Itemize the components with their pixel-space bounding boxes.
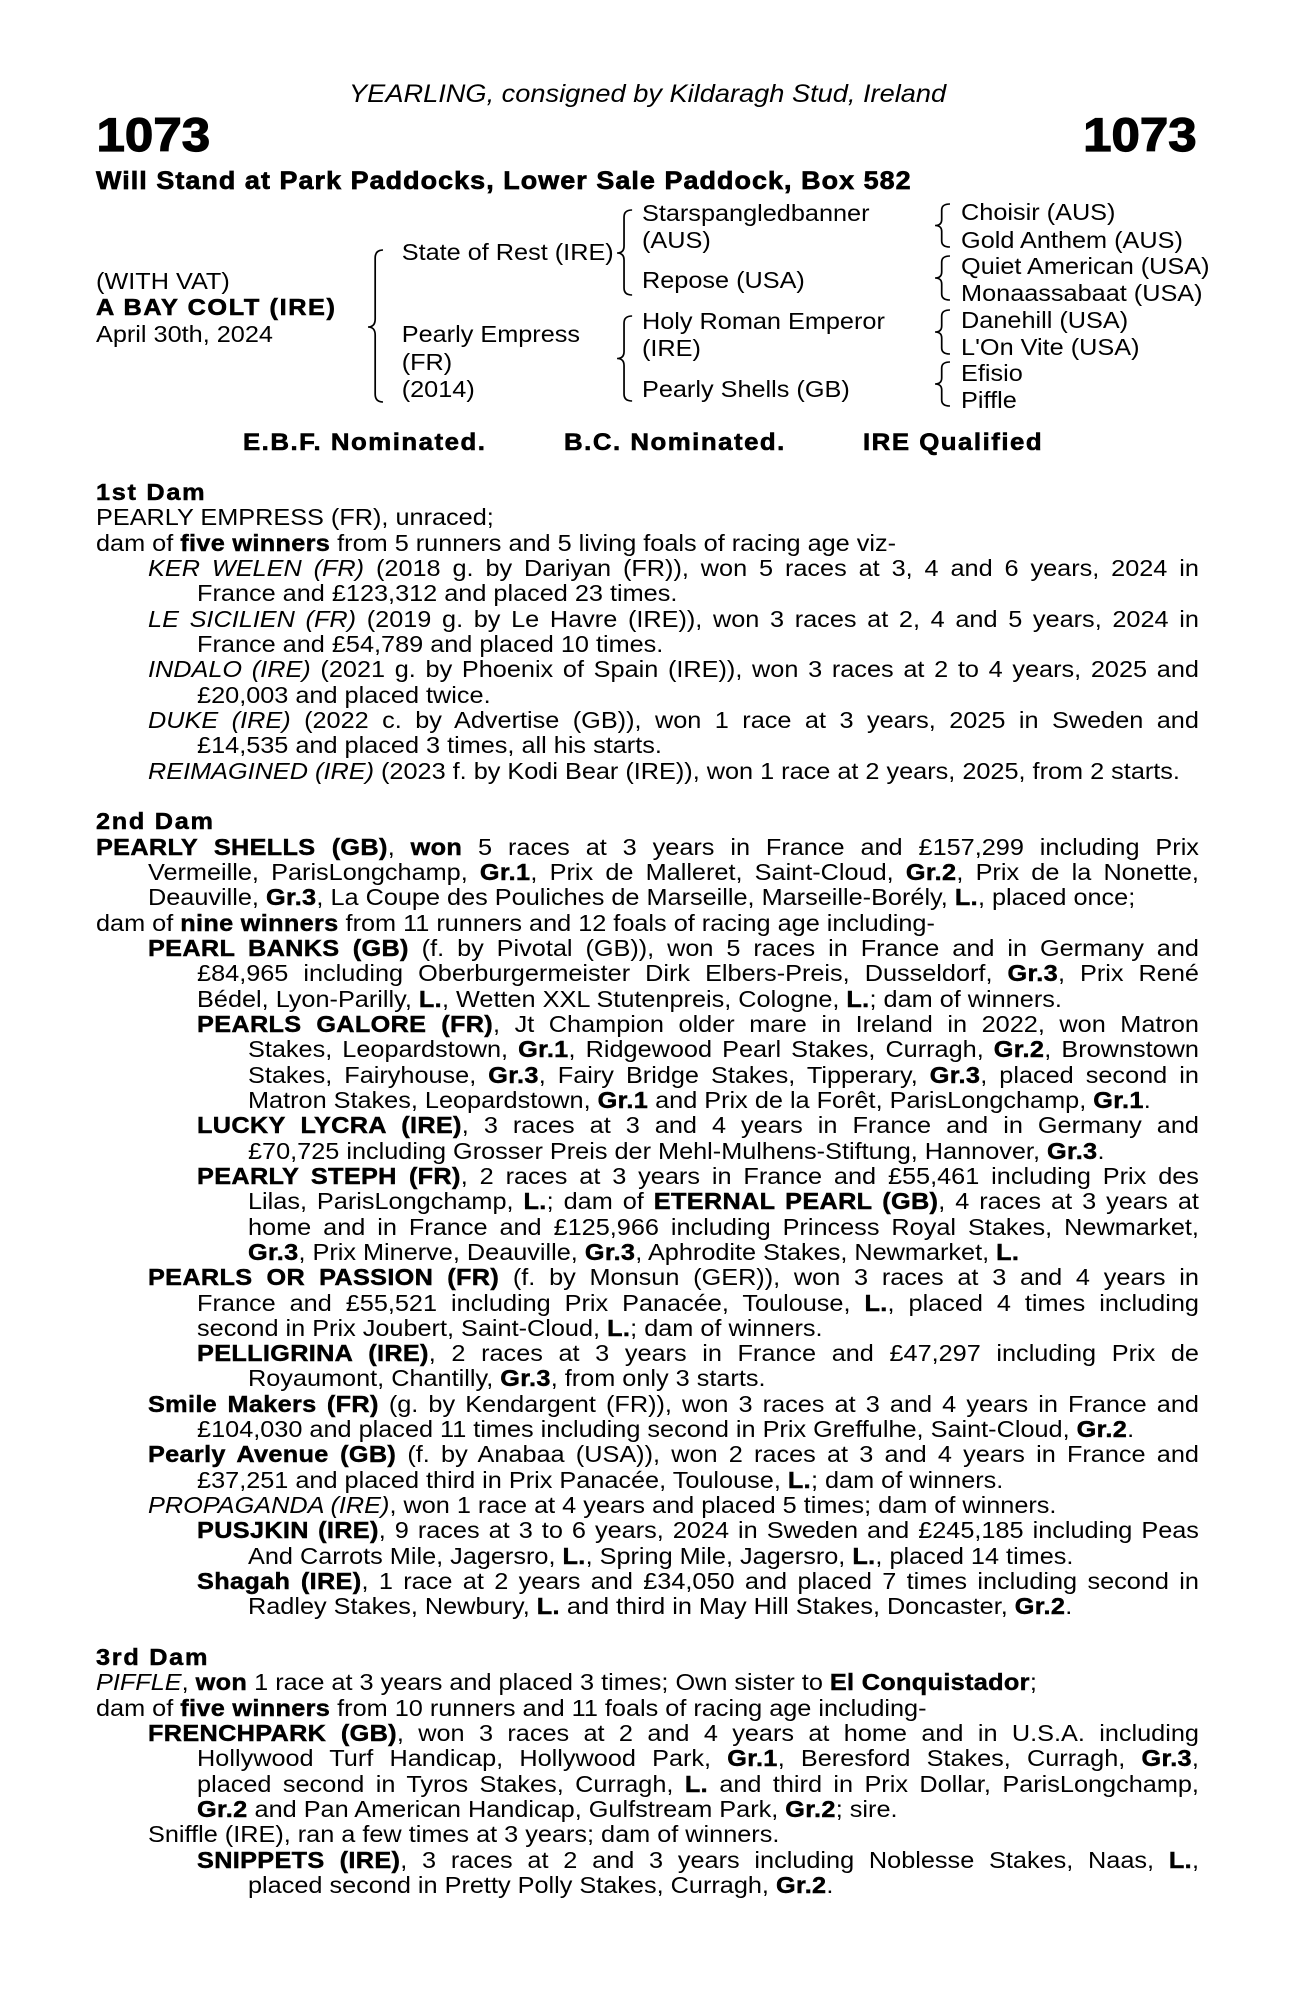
bold-text: L.	[1168, 1846, 1192, 1873]
text: , Ridgewood Pearl Stakes, Curragh,	[568, 1036, 994, 1063]
text: £37,251 and placed third in Prix Panacée, Toulouse,	[197, 1466, 788, 1493]
text: .	[826, 1872, 834, 1899]
text: home and in France and £125,966 including Princess Royal Stakes, Newmarket,	[247, 1213, 1199, 1240]
produce-entry	[0, 1696, 1315, 1721]
entry-line	[148, 708, 1199, 733]
entry-line	[197, 683, 1199, 708]
text: ,	[387, 833, 411, 860]
entry-line	[248, 1366, 1199, 1391]
text: Radley Stakes, Newbury,	[247, 1593, 537, 1620]
text: Lilas, ParisLongchamp,	[247, 1188, 524, 1215]
bold-text: won	[195, 1669, 248, 1696]
bold-text: PELLIGRINA (IRE)	[197, 1340, 429, 1367]
pedigree-sire-of-sire: Starspangledbanner	[641, 199, 870, 226]
text: ;	[1029, 1669, 1037, 1696]
entry-line	[96, 1670, 1199, 1695]
text: , 9 races at 3 to 6 years, 2024 in Sweden and £245,185 including Peas	[378, 1517, 1199, 1544]
entry-line	[148, 1493, 1199, 1518]
text: and Prix de la Forêt, ParisLongchamp,	[648, 1086, 1094, 1113]
text: £20,003 and placed twice.	[197, 681, 491, 708]
entry-line	[148, 1392, 1199, 1417]
text: , placed 14 times.	[875, 1542, 1074, 1569]
entry-line	[248, 1189, 1199, 1214]
entry-line	[96, 911, 1199, 936]
pedigree-third-gen: Piffle	[961, 387, 1017, 413]
entry-line	[197, 1417, 1199, 1442]
bold-text: Gr.1	[597, 1086, 649, 1113]
bold-text: Gr.3	[1141, 1745, 1192, 1772]
dam-section	[0, 809, 1315, 1620]
produce-entry	[0, 1012, 1315, 1113]
lot-number-left: 1073	[96, 108, 211, 162]
entry-line	[197, 733, 1199, 758]
bold-text: Gr.3	[584, 1238, 636, 1265]
pedigree-brace	[935, 256, 950, 300]
pedigree-brace	[935, 204, 950, 247]
text: (f. by Monsun (GER)), won 3 races at 3 and 4 years in	[499, 1264, 1199, 1291]
bold-text: PEARLY SHELLS (GB)	[95, 833, 388, 860]
entry-line	[96, 835, 1199, 860]
text: .	[1097, 1137, 1105, 1164]
text: (2022 c. by Advertise (GB)), won 1 race at 3 years, 2025 in Sweden and	[290, 706, 1199, 733]
bold-text: El Conquistador	[829, 1669, 1030, 1696]
bold-text: L.	[852, 1542, 876, 1569]
text: £104,030 and placed 11 times including second in Prix Greffulhe, Saint-Cloud,	[197, 1416, 1077, 1443]
ire-qualified: IRE Qualified	[863, 428, 1044, 456]
entry-line	[197, 632, 1199, 657]
entry-line	[248, 1037, 1199, 1062]
produce-entry	[0, 1569, 1315, 1620]
entry-line	[248, 1063, 1199, 1088]
bold-text: Gr.3	[500, 1365, 551, 1392]
text: ; sire.	[835, 1796, 898, 1823]
text: ; dam of winners.	[869, 985, 1062, 1012]
bold-text: Gr.3	[929, 1061, 981, 1088]
bold-text: Gr.2	[1014, 1593, 1066, 1620]
italic-text: DUKE (IRE)	[148, 706, 291, 733]
produce-entry	[0, 1392, 1315, 1443]
bold-text: Gr.3	[265, 884, 317, 911]
text: Deauville,	[148, 884, 266, 911]
italic-text: LE SICILIEN (FR)	[148, 605, 357, 632]
text: 1 race at 3 years and placed 3 times; Own sister to	[247, 1669, 830, 1696]
entry-line	[197, 1772, 1199, 1797]
text: Sniffle (IRE), ran a few times at 3 years; dam of winners.	[148, 1821, 780, 1848]
produce-entry	[0, 1670, 1315, 1695]
bold-text: L.	[787, 1466, 811, 1493]
text: , La Coupe des Pouliches de Marseille, Marseille-Borély,	[316, 884, 955, 911]
text: , 3 races at 3 and 4 years in France and in Germany and	[461, 1112, 1199, 1139]
dam-sections	[0, 480, 1315, 1898]
text: ,	[1191, 1846, 1199, 1873]
pedigree-dam-of-sire: Repose (USA)	[641, 267, 805, 293]
entry-line	[248, 1240, 1199, 1265]
vat-status: (WITH VAT)	[95, 267, 230, 294]
produce-entry	[0, 505, 1315, 530]
produce-entry	[0, 835, 1315, 911]
pedigree-brace	[617, 210, 632, 295]
entry-line	[197, 1569, 1199, 1594]
bold-text: L.	[684, 1770, 708, 1797]
text: , 2 races at 3 years in France and £47,297 including Prix de	[428, 1340, 1199, 1367]
text: , Prix Minerve, Deauville,	[298, 1238, 585, 1265]
entry-line	[248, 1215, 1199, 1240]
text: Vermeille, ParisLongchamp,	[148, 858, 480, 885]
text: ; dam of winners.	[810, 1466, 1004, 1493]
entry-line	[148, 1442, 1199, 1467]
entry-line	[248, 1544, 1199, 1569]
bold-text: Gr.3	[488, 1061, 539, 1088]
text: .	[1127, 1416, 1135, 1443]
italic-text: INDALO (IRE)	[148, 656, 311, 683]
pedigree-third-gen: Quiet American (USA)	[961, 252, 1210, 279]
text: and third in Prix Dollar, ParisLongchamp,	[707, 1770, 1199, 1797]
pedigree-dam-of-dam: Pearly Shells (GB)	[641, 375, 850, 402]
section-heading: 2nd Dam	[95, 808, 215, 835]
text: , placed second in	[980, 1061, 1199, 1088]
entry-line	[96, 531, 1199, 556]
text: (g. by Kendargent (FR)), won 3 races at 3 and 4 years in France and	[378, 1390, 1199, 1417]
entry-line	[197, 1746, 1199, 1771]
entry-line	[96, 1696, 1199, 1721]
text: , Wetten XXL Stutenpreis, Cologne,	[441, 985, 847, 1012]
text: second in Prix Joubert, Saint-Cloud,	[197, 1314, 608, 1341]
entry-line	[197, 1164, 1199, 1189]
bold-text: Gr.1	[727, 1745, 778, 1772]
entry-line	[197, 1291, 1199, 1316]
produce-entry	[0, 1113, 1315, 1164]
bold-text: Shagah (IRE)	[197, 1568, 362, 1595]
pedigree-brace	[935, 310, 950, 354]
entry-line	[197, 1518, 1199, 1543]
pedigree-dam: Pearly Empress	[401, 321, 581, 347]
text: .	[1065, 1593, 1073, 1620]
italic-text: KER WELEN (FR)	[148, 554, 365, 581]
text: , Aphrodite Stakes, Newmarket,	[635, 1238, 997, 1265]
text: , Prix René	[1057, 960, 1199, 987]
text: , Beresford Stakes, Curragh,	[777, 1745, 1142, 1772]
entry-line	[197, 961, 1199, 986]
text: , Spring Mile, Jagersro,	[585, 1542, 853, 1569]
bold-text: Gr.2	[993, 1036, 1045, 1063]
bold-text: Gr.1	[479, 858, 531, 885]
pedigree-dam-year: (2014)	[401, 375, 475, 402]
entry-line	[248, 1873, 1199, 1898]
text: (2021 g. by Phoenix of Spain (IRE)), won 3 races at 2 to 4 years, 2025 and	[310, 656, 1199, 683]
bold-text: L.	[536, 1593, 560, 1620]
entry-line	[197, 1012, 1199, 1037]
horse-name: A BAY COLT (IRE)	[95, 293, 337, 320]
stable-location: Will Stand at Park Paddocks, Lower Sale Paddock, Box 582	[95, 167, 912, 196]
text: Stakes, Fairyhouse,	[247, 1061, 489, 1088]
produce-entry	[0, 1341, 1315, 1392]
entry-line	[248, 1139, 1199, 1164]
text: (2018 g. by Dariyan (FR)), won 5 races at 3, 4 and 6 years, 2024 in	[364, 554, 1199, 581]
text: Bédel, Lyon-Parilly,	[197, 985, 419, 1012]
bold-text: FRENCHPARK (GB)	[148, 1720, 397, 1747]
text: , Brownstown	[1044, 1036, 1199, 1063]
entry-line	[148, 759, 1199, 784]
produce-entry	[0, 607, 1315, 658]
entry-line	[248, 1594, 1199, 1619]
text: £84,965 including Oberburgermeister Dirk Elbers-Preis, Dusseldorf,	[197, 960, 1008, 987]
text: ; dam of	[546, 1188, 654, 1215]
entry-line	[148, 657, 1199, 682]
bold-text: Gr.2	[197, 1796, 248, 1823]
produce-entry	[0, 1265, 1315, 1341]
text: France and £55,521 including Prix Panacée, Toulouse,	[197, 1289, 865, 1316]
text: , won 1 race at 4 years and placed 5 times; dam of winners.	[389, 1492, 1057, 1519]
bold-text: L.	[418, 985, 442, 1012]
italic-text: PIFFLE	[95, 1669, 182, 1696]
entry-line	[197, 1341, 1199, 1366]
text: , Prix de Malleret, Saint-Cloud,	[530, 858, 906, 885]
text: , 1 race at 2 years and £34,050 and placed 7 times including second in	[361, 1568, 1199, 1595]
text: .	[1143, 1086, 1151, 1113]
entry-line	[148, 607, 1199, 632]
consignor-line: YEARLING, consigned by Kildaragh Stud, Ireland	[349, 79, 947, 108]
pedigree-sire: State of Rest (IRE)	[401, 238, 614, 265]
produce-entry	[0, 1442, 1315, 1493]
text: PEARLY EMPRESS (FR), unraced;	[95, 504, 494, 531]
entry-line	[197, 1316, 1199, 1341]
produce-entry	[0, 936, 1315, 1012]
text: £70,725 including Grosser Preis der Mehl-Mulhens-Stiftung, Hannover,	[247, 1137, 1047, 1164]
bc-nominated: B.C. Nominated.	[564, 428, 786, 456]
bold-text: Gr.2	[775, 1872, 827, 1899]
text: ,	[1191, 1745, 1199, 1772]
dam-section	[0, 480, 1315, 784]
produce-entry	[0, 531, 1315, 556]
bold-text: Gr.3	[247, 1238, 299, 1265]
produce-entry	[0, 759, 1315, 784]
entry-line	[148, 1822, 1199, 1847]
entry-line	[197, 1797, 1199, 1822]
entry-line	[197, 1113, 1199, 1138]
pedigree-third-gen: Efisio	[961, 360, 1023, 386]
text: from 10 runners and 11 foals of racing age including-	[330, 1694, 927, 1721]
text: Stakes, Leopardstown,	[247, 1036, 519, 1063]
text: Matron Stakes, Leopardstown,	[247, 1086, 598, 1113]
text: (2023 f. by Kodi Bear (IRE)), won 1 race at 2 years, 2025, from 2 starts.	[373, 757, 1180, 784]
pedigree-third-gen: L'On Vite (USA)	[961, 333, 1140, 360]
bold-text: Gr.1	[1093, 1086, 1144, 1113]
text: placed second in Tyros Stakes, Curragh,	[197, 1770, 685, 1797]
bold-text: five winners	[180, 1694, 331, 1721]
text: (f. by Anabaa (USA)), won 2 races at 3 and 4 years in France and	[396, 1441, 1199, 1468]
produce-entry	[0, 657, 1315, 708]
bold-text: SNIPPETS (IRE)	[197, 1846, 401, 1873]
produce-entry	[0, 1164, 1315, 1265]
bold-text: L.	[864, 1289, 888, 1316]
entry-line	[197, 1468, 1199, 1493]
section-heading: 3rd Dam	[95, 1644, 210, 1671]
text: from 5 runners and 5 living foals of racing age viz-	[330, 529, 897, 556]
pedigree-brace	[368, 250, 383, 402]
pedigree-dam-country: (FR)	[401, 349, 453, 375]
pedigree-brace	[935, 362, 950, 406]
text: dam of	[95, 529, 181, 556]
italic-text: PROPAGANDA (IRE)	[148, 1492, 390, 1519]
text: placed second in Pretty Polly Stakes, Curragh,	[247, 1872, 776, 1899]
text: , 3 races at 2 and 3 years including Noblesse Stakes, Naas,	[400, 1846, 1169, 1873]
bold-text: L.	[562, 1542, 586, 1569]
text: Royaumont, Chantilly,	[247, 1365, 501, 1392]
produce-entry	[0, 708, 1315, 759]
text: and third in May Hill Stakes, Doncaster,	[559, 1593, 1015, 1620]
text: , Jt Champion older mare in Ireland in 2022, won Matron	[493, 1010, 1199, 1037]
bold-text: Gr.3	[1007, 960, 1058, 987]
bold-text: Gr.2	[905, 858, 957, 885]
foaling-date: April 30th, 2024	[95, 321, 273, 347]
text: ; dam of winners.	[630, 1314, 823, 1341]
bold-text: Gr.2	[1076, 1416, 1128, 1443]
dam-section	[0, 1645, 1315, 1898]
bold-text: PEARLS GALORE (FR)	[197, 1010, 494, 1037]
text: dam of	[95, 1694, 181, 1721]
text: , Fairy Bridge Stakes, Tipperary,	[538, 1061, 930, 1088]
bold-text: L.	[523, 1188, 547, 1215]
italic-text: REIMAGINED (IRE)	[148, 757, 374, 784]
bold-text: Gr.2	[785, 1796, 836, 1823]
entry-line	[148, 1721, 1199, 1746]
ebf-nominated: E.B.F. Nominated.	[242, 428, 487, 456]
lot-number-right: 1073	[1083, 108, 1197, 162]
text: and Pan American Handicap, Gulfstream Park,	[247, 1796, 786, 1823]
produce-entry	[0, 1493, 1315, 1518]
bold-text: L.	[996, 1238, 1020, 1265]
bold-text: PEARLY STEPH (FR)	[197, 1162, 461, 1189]
entry-line	[148, 556, 1199, 581]
entry-line	[148, 1265, 1199, 1290]
pedigree-sire-of-dam-country: (IRE)	[641, 334, 701, 361]
text: , from only 3 starts.	[550, 1365, 766, 1392]
entry-line	[197, 581, 1199, 606]
entry-line	[96, 505, 1199, 530]
text: France and £54,789 and placed 10 times.	[197, 630, 664, 657]
text: , 2 races at 3 years in France and £55,461 including Prix des	[460, 1162, 1199, 1189]
entry-line	[197, 1848, 1199, 1873]
text: from 11 runners and 12 foals of racing age including-	[338, 909, 935, 936]
pedigree-sire-of-sire-country: (AUS)	[641, 226, 711, 253]
produce-entry	[0, 1721, 1315, 1822]
pedigree-third-gen: Choisir (AUS)	[961, 198, 1116, 225]
text: (2019 g. by Le Havre (IRE)), won 3 races at 2, 4 and 5 years, 2024 in	[356, 605, 1199, 632]
text: 5 races at 3 years in France and £157,299 including Prix	[462, 833, 1199, 860]
entry-line	[148, 860, 1199, 885]
text: , won 3 races at 2 and 4 years at home and in U.S.A. including	[396, 1720, 1199, 1747]
bold-text: ETERNAL PEARL (GB)	[653, 1188, 939, 1215]
bold-text: L.	[607, 1314, 631, 1341]
entry-line	[148, 885, 1199, 910]
text: , placed once;	[977, 884, 1136, 911]
bold-text: LUCKY LYCRA (IRE)	[197, 1112, 462, 1139]
produce-entry	[0, 911, 1315, 936]
bold-text: nine winners	[180, 909, 339, 936]
bold-text: Pearly Avenue (GB)	[148, 1441, 397, 1468]
text: Hollywood Turf Handicap, Hollywood Park,	[197, 1745, 728, 1772]
text: dam of	[95, 909, 181, 936]
pedigree-sire-of-dam: Holy Roman Emperor	[641, 307, 885, 334]
entry-line	[248, 1088, 1199, 1113]
pedigree-third-gen: Gold Anthem (AUS)	[961, 226, 1183, 253]
bold-text: five winners	[180, 529, 331, 556]
bold-text: PEARL BANKS (GB)	[148, 934, 409, 961]
pedigree-third-gen: Danehill (USA)	[961, 306, 1129, 333]
bold-text: Gr.3	[1046, 1137, 1098, 1164]
text: , placed 4 times including	[887, 1289, 1199, 1316]
text: £14,535 and placed 3 times, all his starts.	[197, 732, 662, 759]
produce-entry	[0, 1848, 1315, 1899]
bold-text: Gr.1	[518, 1036, 569, 1063]
bold-text: won	[410, 833, 463, 860]
bold-text: Smile Makers (FR)	[148, 1390, 379, 1417]
produce-entry	[0, 556, 1315, 607]
pedigree-brace	[617, 316, 632, 401]
bold-text: PEARLS OR PASSION (FR)	[148, 1264, 500, 1291]
text: , Prix de la Nonette,	[956, 858, 1199, 885]
produce-entry	[0, 1518, 1315, 1569]
entry-line	[197, 987, 1199, 1012]
section-heading: 1st Dam	[95, 479, 207, 505]
bold-text: PUSJKIN (IRE)	[197, 1517, 379, 1544]
entry-line	[148, 936, 1199, 961]
produce-entry	[0, 1822, 1315, 1847]
text: , 4 races at 3 years at	[938, 1188, 1199, 1215]
text: (f. by Pivotal (GB)), won 5 races in France and in Germany and	[408, 934, 1199, 961]
bold-text: L.	[846, 985, 870, 1012]
text: ,	[181, 1669, 196, 1696]
text: And Carrots Mile, Jagersro,	[247, 1542, 563, 1569]
bold-text: L.	[954, 884, 978, 911]
pedigree-third-gen: Monaassabaat (USA)	[961, 279, 1203, 306]
text: France and £123,312 and placed 23 times.	[197, 580, 678, 607]
